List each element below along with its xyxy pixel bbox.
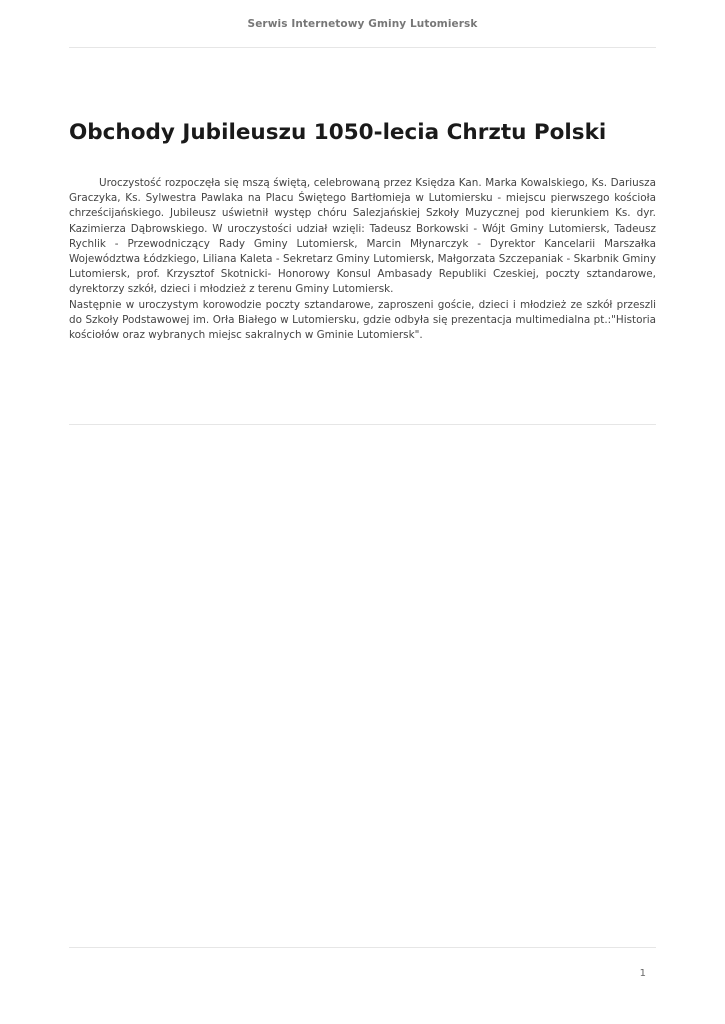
article-body (69, 176, 656, 343)
content-divider (69, 424, 656, 425)
page-number: 1 (639, 968, 646, 979)
article-title: Obchody Jubileuszu 1050-lecia Chrztu Polski (69, 120, 607, 145)
footer-divider (69, 947, 656, 948)
article-paragraph: Uroczystość rozpoczęła się mszą świętą, celebrowaną przez Księdza Kan. Marka Kowalskiego, Ks. Dariusza Graczyka, Ks. Sylwestra Pawlaka na Placu Świętego Bartłomieja w Lutomiersku - miejscu pierwszego kościoła chrześcijańskiego. Jubileusz uświetnił występ chóru Salezjańskiej Szkoły Muzycznej pod kierunkiem Ks. dyr. Kazimierza Dąbrowskiego. W uroczystości udział wzięli: Tadeusz Borkowski - Wójt Gminy Lutomiersk, Tadeusz Rychlik - Przewodniczący Rady Gminy Lutomiersk, Marcin Młynarczyk - Dyrektor Kancelarii Marszałka Województwa Łódzkiego, Liliana Kaleta - Sekretarz Gminy Lutomiersk, Małgorzata Szczepaniak - Skarbnik Gminy Lutomiersk, prof. Krzysztof Skotnicki- Honorowy Konsul Ambasady Republiki Czeskiej, poczty sztandarowe, dyrektorzy szkół, dzieci i młodzież z terenu Gminy Lutomiersk. (69, 177, 656, 296)
site-header-title: Serwis Internetowy Gminy Lutomiersk (247, 18, 478, 30)
header-divider (69, 47, 656, 48)
article-paragraph: Następnie w uroczystym korowodzie poczty sztandarowe, zaproszeni goście, dzieci i młodzież ze szkół przeszli do Szkoły Podstawowej im. Orła Białego w Lutomiersku, gdzie odbyła się prezentacja multimedialna pt.:"Historia kościołów oraz wybranych miejsc sakralnych w Gminie Lutomiersk". (69, 298, 656, 342)
